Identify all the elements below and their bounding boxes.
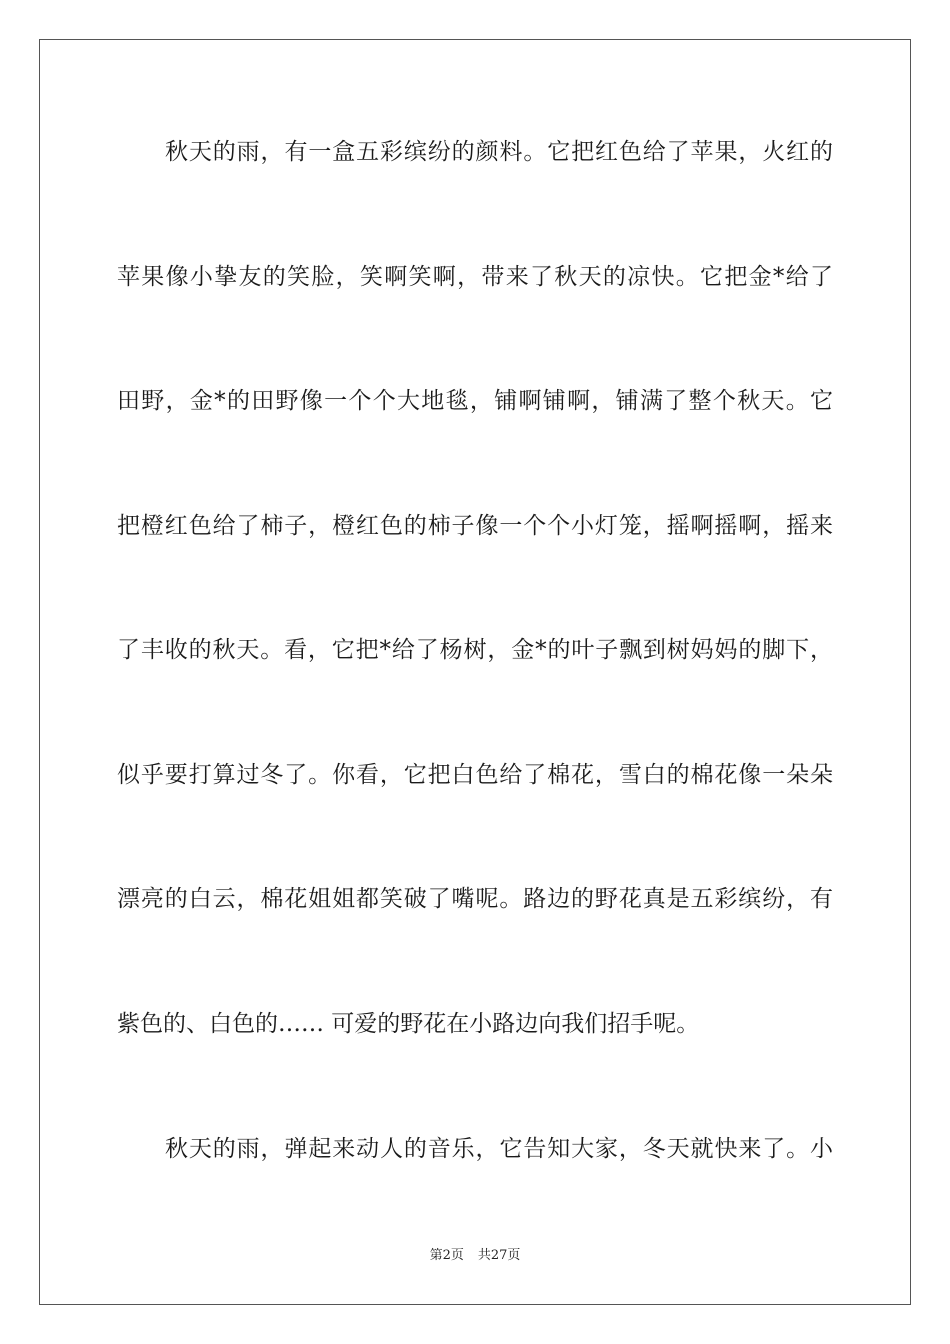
page-footer — [0, 1247, 950, 1265]
paragraph-1-line-1: 秋天的雨，有一盒五彩缤纷的颜料。它把红色给了苹果，火红的 — [165, 139, 833, 165]
paragraph-1-line-8: 紫色的、白色的…… 可爱的野花在小路边向我们招手呢。 — [117, 1011, 700, 1037]
paragraph-1-line-4: 把橙红色给了柿子，橙红色的柿子像一个个小灯笼，摇啊摇啊，摇来 — [117, 513, 833, 539]
paragraph-1-line-5: 了丰收的秋天。看，它把*给了杨树，金*的叶子飘到树妈妈的脚下， — [117, 637, 833, 663]
paragraph-1-line-6: 似乎要打算过冬了。你看，它把白色给了棉花，雪白的棉花像一朵朵 — [117, 762, 833, 788]
page-border — [39, 39, 911, 1305]
current-page-label: 第2页 — [429, 1248, 464, 1263]
paragraph-1-line-2: 苹果像小挚友的笑脸，笑啊笑啊，带来了秋天的凉快。它把金*给了 — [117, 264, 833, 290]
paragraph-2-line-1: 秋天的雨，弹起来动人的音乐，它告知大家，冬天就快来了。小 — [165, 1136, 833, 1162]
paragraph-1-line-7: 漂亮的白云，棉花姐姐都笑破了嘴呢。路边的野花真是五彩缤纷，有 — [117, 886, 833, 912]
total-pages-label: 共27页 — [477, 1248, 521, 1263]
paragraph-1-line-3: 田野，金*的田野像一个个大地毯，铺啊铺啊，铺满了整个秋天。它 — [117, 388, 833, 414]
